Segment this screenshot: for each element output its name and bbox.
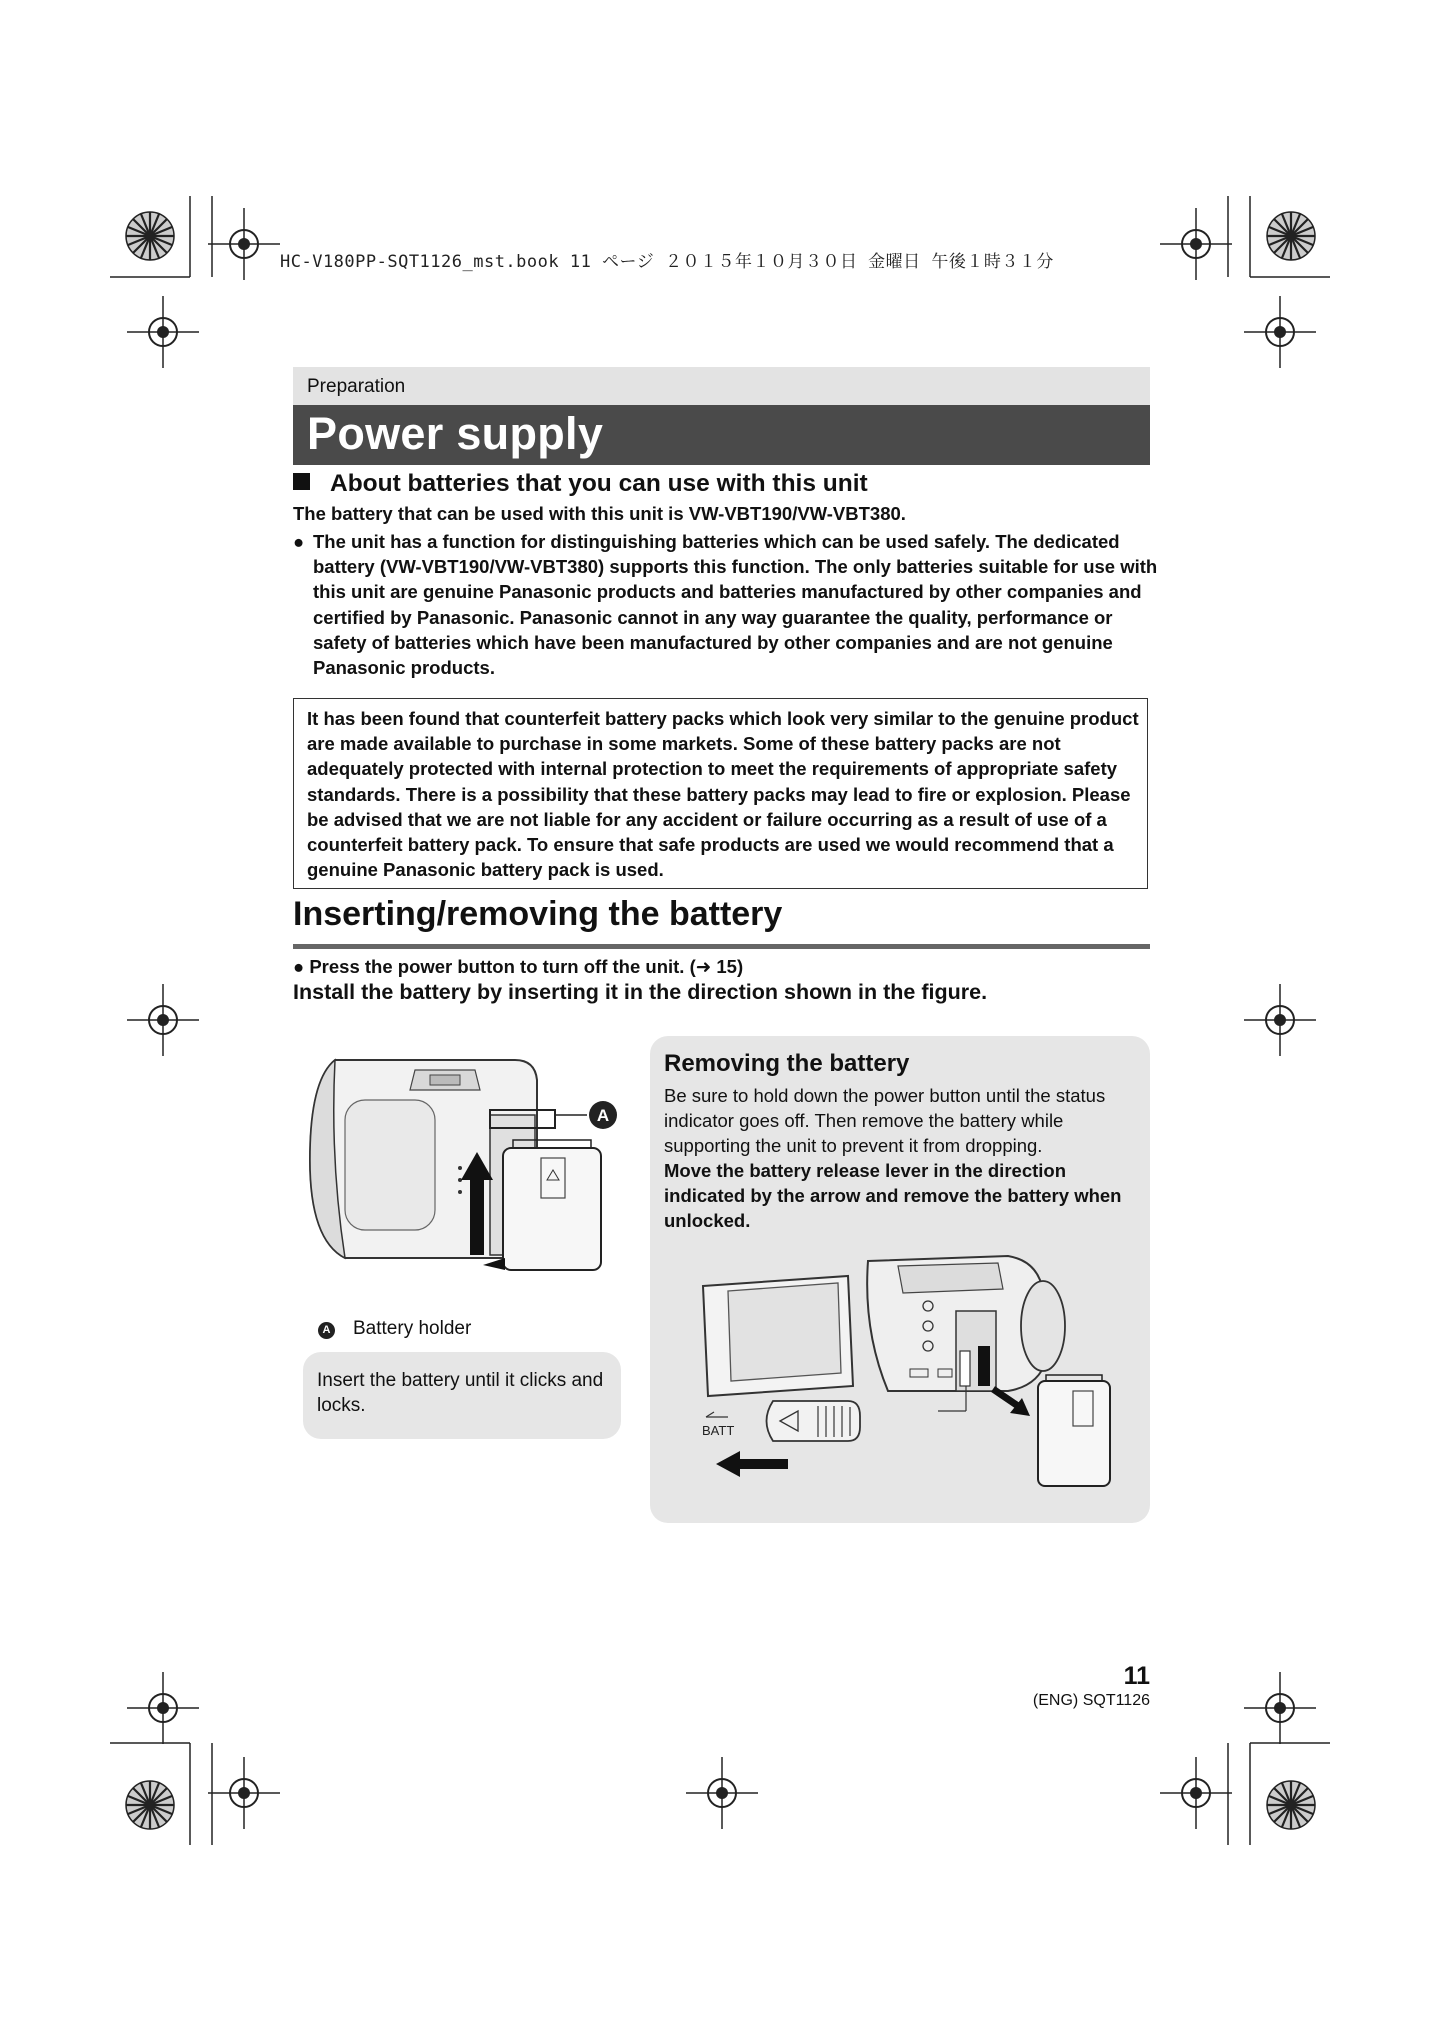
breadcrumb <box>293 367 1150 405</box>
page-number: 11 <box>1123 1662 1150 1690</box>
power-off-note-text: Press the power button to turn off the unit. (➜ 15) <box>309 956 744 977</box>
registration-mark-icon <box>127 296 199 368</box>
page-title-bar <box>293 405 1150 465</box>
registration-mark-icon <box>1160 1757 1232 1829</box>
registration-mark-icon <box>127 1672 199 1744</box>
power-off-note <box>293 956 743 978</box>
registration-mark-icon <box>1160 208 1232 280</box>
insert-section-heading: Inserting/removing the battery <box>293 895 783 933</box>
insert-tip-text: Insert the battery until it clicks and locks. <box>317 1370 604 1416</box>
legend-battery-holder <box>318 1318 471 1340</box>
battery-removal-illustration <box>698 1251 1118 1511</box>
battery-bullet-paragraph <box>293 529 1159 680</box>
install-instruction: Install the battery by inserting it in the direction shown in the figure. <box>293 980 988 1004</box>
removing-bold-text: Move the battery release lever in the direction indicated by the arrow and remove the battery when unlocked. <box>664 1160 1122 1232</box>
starburst-mark-icon <box>126 1781 174 1829</box>
registration-mark-icon <box>208 208 280 280</box>
insert-tip-box <box>303 1352 621 1439</box>
starburst-mark-icon <box>126 212 174 260</box>
square-bullet-icon <box>293 473 310 490</box>
removing-heading: Removing the battery <box>664 1050 910 1077</box>
registration-mark-icon <box>1244 296 1316 368</box>
callout-letter: A <box>596 1106 610 1125</box>
page-title: Power supply <box>307 408 604 459</box>
batteries-heading-text: About batteries that you can use with this unit <box>330 470 868 497</box>
callout-a-icon: A <box>318 1322 335 1339</box>
batt-lever-label: BATT <box>702 1423 735 1438</box>
registration-mark-icon <box>686 1757 758 1829</box>
removing-text: Be sure to hold down the power button until the status indicator goes off. Then remove the battery while supporting the unit to prevent it from dropping. <box>664 1085 1106 1157</box>
registration-mark-icon <box>1244 1672 1316 1744</box>
registration-mark-icon <box>127 984 199 1056</box>
battery-insert-illustration <box>305 1040 625 1290</box>
bullet-dot-icon: ● <box>293 956 305 977</box>
bullet-dot-icon: ● <box>293 531 305 552</box>
breadcrumb-label: Preparation <box>307 376 406 397</box>
counterfeit-notice-text: It has been found that counterfeit battery packs which look very similar to the genuine product are made available to purchase in some markets. Some of these battery packs are not adequately protected with internal protection to meet the requirements of appropriate safety standards. There is a possibility that these battery packs may lead to fire or explosion. Please be advised that we are not liable for any accident or failure occurring as a result of use of a counterfeit battery pack. To ensure that safe products are used we would recommend that a genuine Panasonic battery pack is used. <box>307 708 1139 881</box>
section-divider <box>293 944 1150 949</box>
registration-mark-icon <box>1244 984 1316 1056</box>
registration-mark-icon <box>208 1757 280 1829</box>
starburst-mark-icon <box>1267 1781 1315 1829</box>
battery-model-intro: The battery that can be used with this unit is VW-VBT190/VW-VBT380. <box>293 503 906 524</box>
starburst-mark-icon <box>1267 212 1315 260</box>
document-code: (ENG) SQT1126 <box>1032 1692 1150 1709</box>
counterfeit-notice-box <box>293 698 1148 889</box>
batteries-section-heading <box>293 470 868 498</box>
legend-label: Battery holder <box>353 1318 472 1339</box>
removing-battery-panel <box>650 1036 1150 1523</box>
print-header: HC-V180PP-SQT1126_mst.book 11 ページ ２０１５年１０月３０日 金曜日 午後１時３１分 <box>280 252 1054 272</box>
battery-bullet-text: The unit has a function for distinguishing batteries which can be used safely. The dedicated battery (VW-VBT190/VW-VBT380) supports this function. The only batteries suitable for use with this unit are genuine Panasonic products and batteries manufactured by other companies and certified by Panasonic. Panasonic cannot in any way guarantee the quality, performance or safety of batteries which have been manufactured by other companies and are not genuine Panasonic products. <box>313 531 1158 679</box>
